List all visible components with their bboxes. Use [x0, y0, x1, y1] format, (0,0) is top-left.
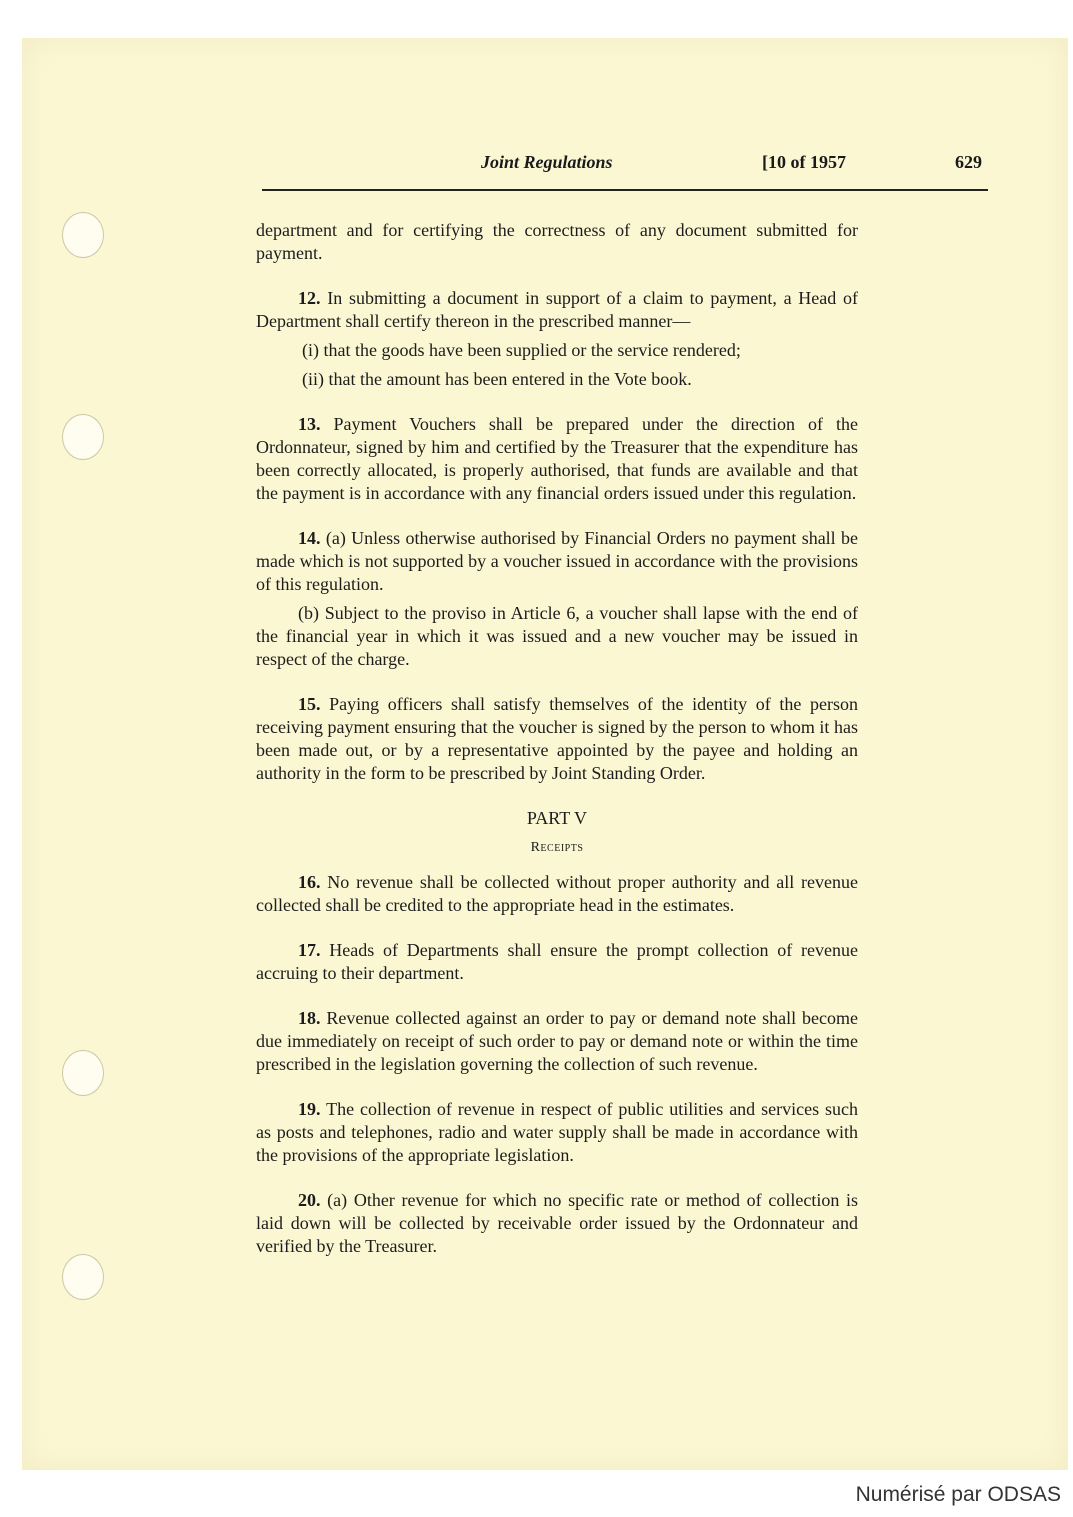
paragraph-text: The collection of revenue in respect of public utilities and services such as posts and telephones, radio and water supply shall be made in accordance with the provisions of the appropriate legislation.	[256, 1099, 858, 1165]
paragraph-11-continued: department and for certifying the correctness of any document submitted for payment.	[256, 220, 858, 263]
paragraph-number: 15.	[298, 694, 321, 714]
part-heading: Receipts	[530, 840, 584, 855]
paragraph-12	[256, 287, 858, 333]
paragraph-number: 20.	[298, 1190, 321, 1210]
part-title: PART V	[526, 808, 588, 828]
punch-hole	[62, 414, 104, 460]
running-header	[262, 152, 988, 178]
header-rule	[262, 189, 988, 191]
paragraph-text: Revenue collected against an order to pay or demand note shall become due immediately on receipt of such order to pay or demand note or within the time prescribed in the legislation governing the collection of such revenue.	[256, 1008, 858, 1074]
paragraph-text: (a) Other revenue for which no specific rate or method of collection is laid down will be collected by receivable order issued by the Ordonnateur and verified by the Treasurer.	[256, 1190, 858, 1256]
page-number: 629	[955, 152, 982, 172]
paragraph-text: Heads of Departments shall ensure the prompt collection of revenue accruing to their department.	[256, 940, 858, 983]
paragraph-17	[256, 939, 858, 985]
header-title: Joint Regulations	[481, 152, 613, 172]
punch-hole	[62, 1254, 104, 1300]
paragraph-16	[256, 871, 858, 917]
paragraph-15	[256, 693, 858, 785]
punch-hole	[62, 212, 104, 258]
paragraph-13	[256, 413, 858, 505]
paragraph-20	[256, 1189, 858, 1258]
paragraph-14a	[256, 527, 858, 596]
paragraph-number: 13.	[298, 414, 321, 434]
document-body	[256, 219, 858, 1280]
paragraph-18	[256, 1007, 858, 1076]
list-item: (ii) that the amount has been entered in the Vote book.	[302, 369, 692, 389]
paragraph-19	[256, 1098, 858, 1167]
paragraph-text: Payment Vouchers shall be prepared under the direction of the Ordonnateur, signed by him and certified by the Treasurer that the expenditure has been correctly allocated, is properly authorised, that funds are available and that the payment is in accordance with any financial orders issued under this regulation.	[256, 414, 858, 503]
paragraph-text: (a) Unless otherwise authorised by Financial Orders no payment shall be made which is not supported by a voucher issued in accordance with the provisions of this regulation.	[256, 528, 859, 594]
paragraph-number: 12.	[298, 288, 321, 308]
paragraph-number: 17.	[298, 940, 321, 960]
header-act-reference: [10 of 1957	[762, 152, 846, 172]
punch-hole	[62, 1050, 104, 1096]
paragraph-text: In submitting a document in support of a claim to payment, a Head of Department shall certify thereon in the prescribed manner—	[256, 288, 859, 331]
paragraph-number: 19.	[298, 1099, 321, 1119]
paragraph-number: 14.	[298, 528, 321, 548]
paragraph-14b: (b) Subject to the proviso in Article 6, a voucher shall lapse with the end of the financial year in which it was issued and a new voucher may be issued in respect of the charge.	[256, 603, 858, 669]
list-item: (i) that the goods have been supplied or the service rendered;	[302, 340, 741, 360]
paragraph-number: 16.	[298, 872, 321, 892]
paragraph-text: No revenue shall be collected without proper authority and all revenue collected shall be credited to the appropriate head in the estimates.	[256, 872, 858, 915]
paragraph-number: 18.	[298, 1008, 321, 1028]
digitization-credit: Numérisé par ODSAS	[855, 1483, 1061, 1506]
paragraph-text: Paying officers shall satisfy themselves of the identity of the person receiving payment ensuring that the voucher is signed by the person to whom it has been made out, or by a representative appointed by the payee and holding an authority in the form to be prescribed by Joint Standing Order.	[256, 694, 858, 783]
